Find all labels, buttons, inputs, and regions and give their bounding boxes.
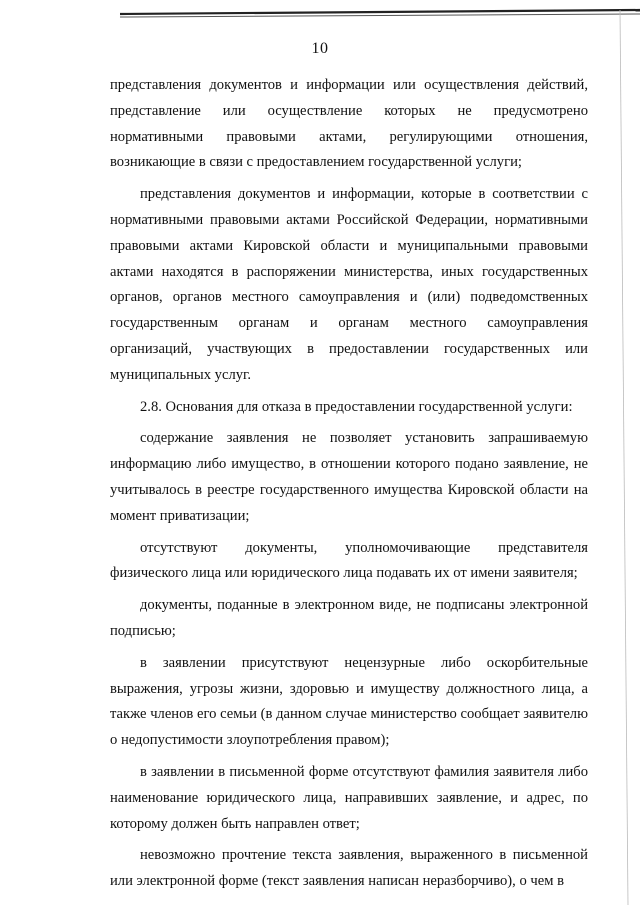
- paragraph: отсутствуют документы, уполномочивающие представителя физического лица или юридического лица подавать их от имени заявителя;: [110, 539, 588, 582]
- paragraph: в заявлении присутствуют нецензурные либо оскорбительные выражения, угрозы жизни, здоровью и имуществу должностного лица, а также членов его семьи (в данном случае министерство сообщает заявителю о недопустимости злоупотребления правом);: [110, 654, 588, 749]
- paragraph: невозможно прочтение текста заявления, выраженного в письменной или электронной форме (текст заявления написан неразборчиво), о чем в: [110, 847, 588, 890]
- page-number: 10: [311, 40, 329, 57]
- document-body: [110, 73, 588, 895]
- paragraph: документы, поданные в электронном виде, не подписаны электронной подписью;: [110, 597, 588, 639]
- paragraph: представления документов и информации, которые в соответствии с нормативными правовыми актами Российской Федерации, нормативными правовыми актами Кировской области и муниципальными правовыми актами находятся в распоряжении министерства, иных государственных органов, органов местного самоуправления и (или) подведомственных государственным органам и органам местного самоуправления организаций, участвующих в предоставлении государственных или муниципальных услуг.: [110, 186, 588, 383]
- section-heading: 2.8. Основания для отказа в предоставлении государственной услуги:: [140, 398, 573, 415]
- paragraph: содержание заявления не позволяет установить запрашиваемую информацию либо имущество, в отношении которого подано заявление, не учитывалось в реестре государственного имущества Кировской области на момент приватизации;: [110, 430, 588, 524]
- paragraph: представления документов и информации или осуществления действий, представление или осуществление которых не предусмотрено нормативными правовыми актами, регулирующими отношения, возникающие в связи с предоставлением государственной услуги;: [110, 77, 588, 171]
- paragraph: в заявлении в письменной форме отсутствуют фамилия заявителя либо наименование юридического лица, направивших заявление, и адрес, по которому должен быть направлен ответ;: [110, 763, 588, 832]
